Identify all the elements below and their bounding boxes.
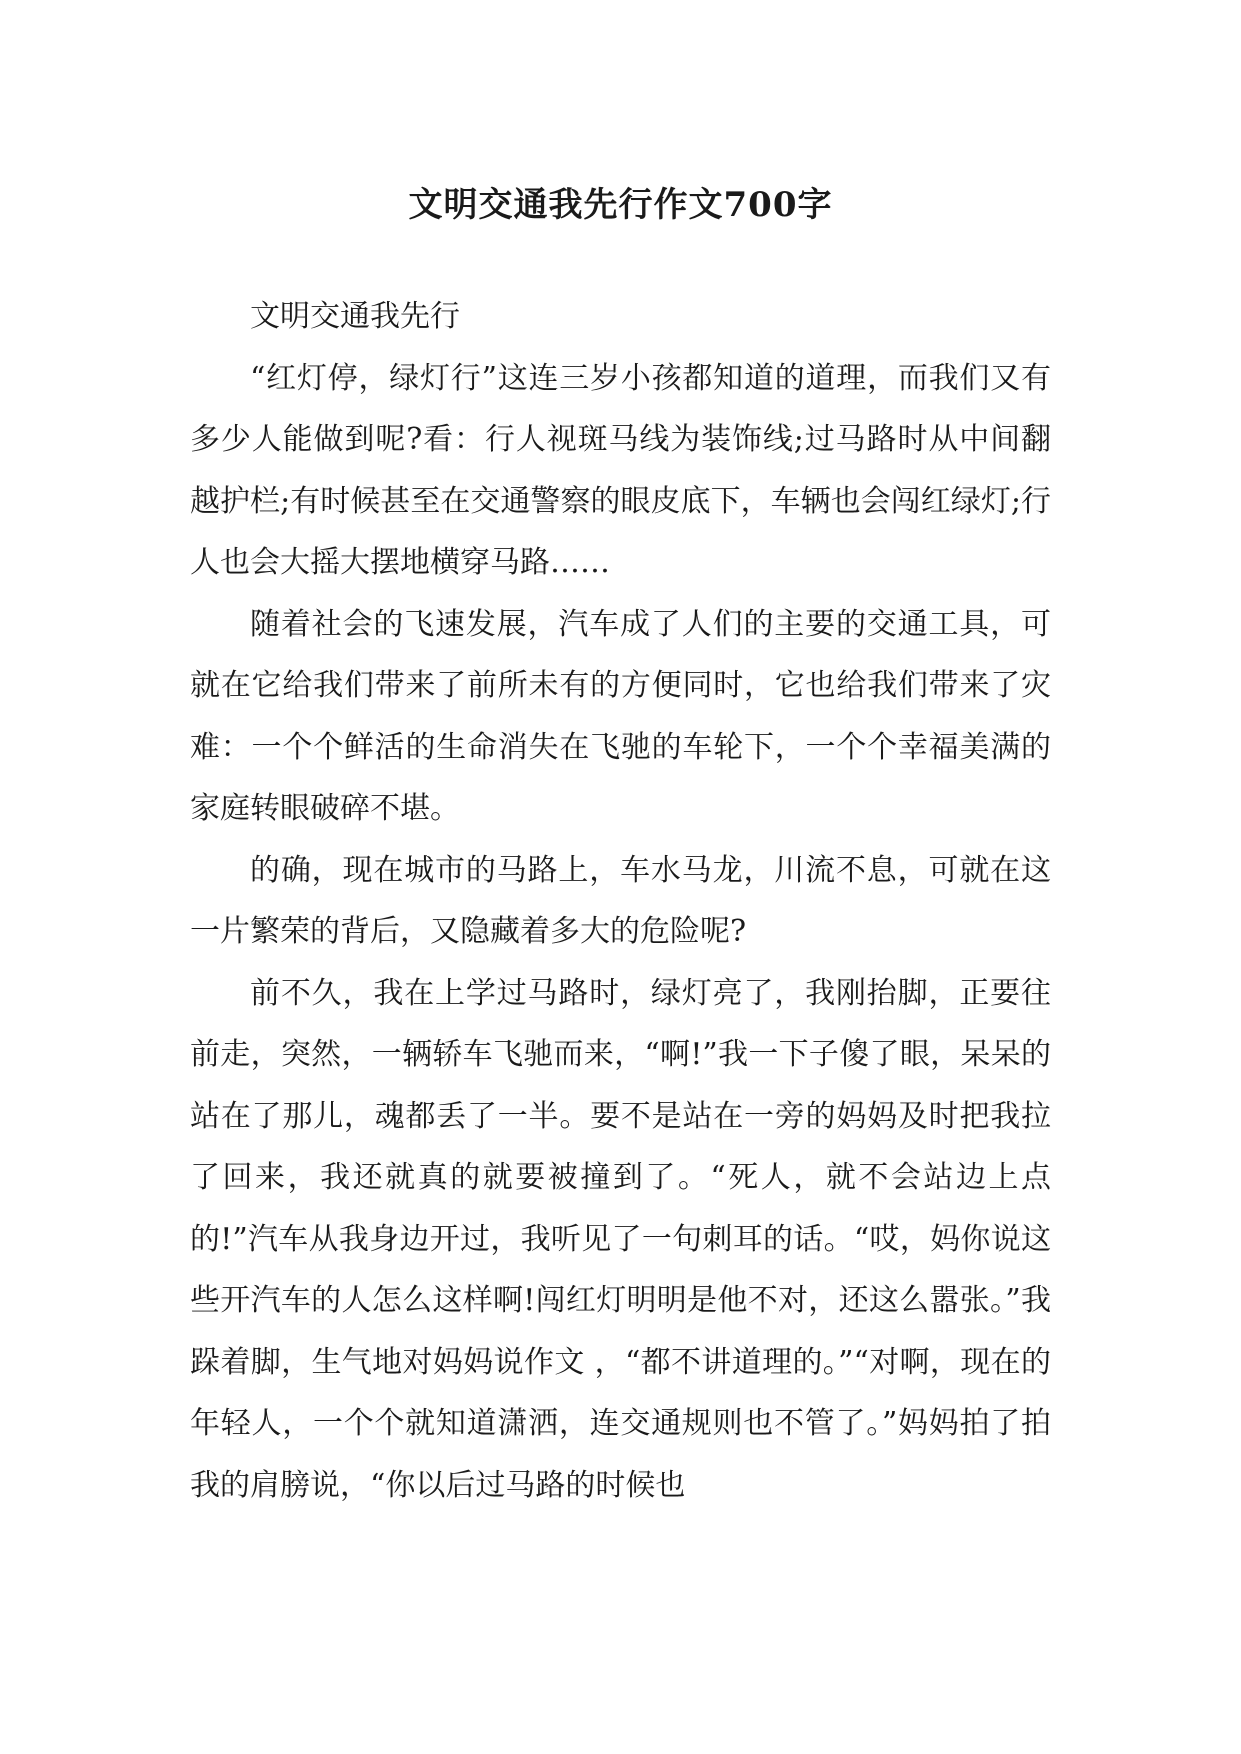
document-title: 文明交通我先行作文700字 [408, 184, 833, 225]
document-body [190, 286, 1051, 1516]
paragraph: 的确，现在城市的马路上，车水马龙，川流不息，可就在这一片繁荣的背后，又隐藏着多大的危险呢? [190, 852, 1051, 949]
paragraph: 随着社会的飞速发展，汽车成了人们的主要的交通工具，可就在它给我们带来了前所未有的方便同时，它也给我们带来了灾难：一个个鲜活的生命消失在飞驰的车轮下，一个个幸福美满的家庭转眼破碎不堪。 [190, 606, 1051, 826]
paragraph-subtitle: 文明交通我先行 [250, 299, 460, 334]
paragraph: “红灯停，绿灯行”这连三岁小孩都知道的道理，而我们又有多少人能做到呢?看：行人视斑马线为装饰线;过马路时从中间翻越护栏;有时候甚至在交通警察的眼皮底下，车辆也会闯红绿灯;行人也会大摇大摆地横穿马路…… [190, 360, 1051, 580]
paragraph: 前不久，我在上学过马路时，绿灯亮了，我刚抬脚，正要往前走，突然，一辆轿车飞驰而来，“啊!”我一下子傻了眼，呆呆的站在了那儿，魂都丢了一半。要不是站在一旁的妈妈及时把我拉了回来，我还就真的就要被撞到了。“死人，就不会站边上点的!”汽车从我身边开过，我听见了一句刺耳的话。“哎，妈你说这些开汽车的人怎么这样啊!闯红灯明明是他不对，还这么嚣张。”我跺着脚，生气地对妈妈说作文 ，“都不讲道理的。”“对啊，现在的年轻人，一个个就知道潇洒，连交通规则也不管了。”妈妈拍了拍我的肩膀说，“你以后过马路的时候也 [190, 975, 1051, 1503]
